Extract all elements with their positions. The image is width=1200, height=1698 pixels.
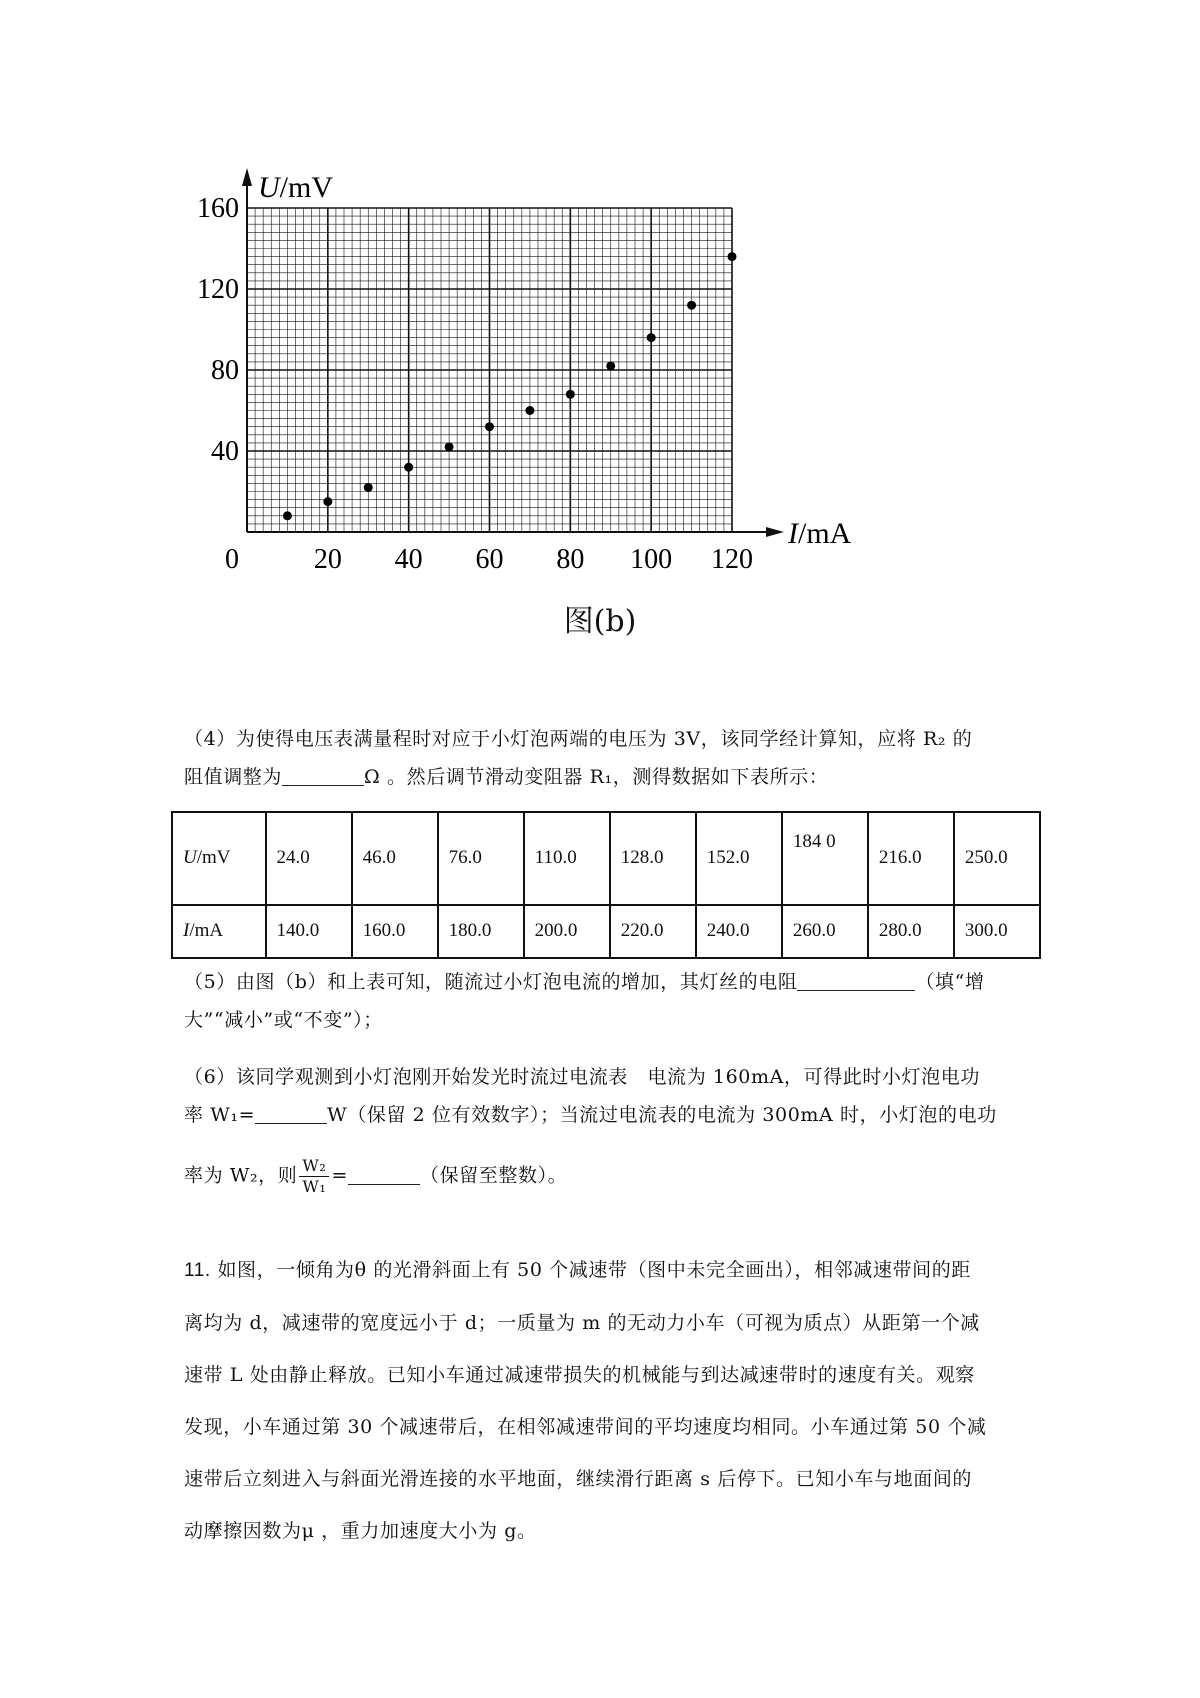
- question-4: [184, 720, 1024, 796]
- question-6: [184, 1058, 1024, 1197]
- data-point: [485, 422, 494, 431]
- table-cell: 184 0: [782, 812, 868, 905]
- y-axis-arrow: [242, 168, 252, 186]
- table-cell: 110.0: [524, 812, 610, 905]
- q6-line-3: 率为 W₂，则 $\frac{\text{W₂}}{\text{W₁}}$ = （保留至整数）。: [184, 1156, 568, 1196]
- table-cell: 180.0: [438, 905, 524, 958]
- q5-line-1: （5）由图（b）和上表可知，随流过小灯泡电流的增加，其灯丝的电阻 （填“增: [184, 963, 1024, 1001]
- data-point: [364, 483, 373, 492]
- table-cell: 24.0: [266, 812, 352, 905]
- q4-line-2: [184, 758, 1024, 796]
- q6-line-2: 率 W₁= W（保留 2 位有效数字）；当流过电流表的电流为 300mA 时，小灯泡的电功: [184, 1096, 1024, 1134]
- table-cell: 260.0: [782, 905, 868, 958]
- x-tick-label: 20: [313, 544, 342, 575]
- data-point: [728, 252, 737, 261]
- data-point: [566, 390, 575, 399]
- u-i-scatter-chart: [0, 0, 1200, 640]
- q11-line: 动摩擦因数为μ ，重力加速度大小为 g。: [184, 1520, 537, 1542]
- data-point: [404, 463, 413, 472]
- table-cell: 46.0: [352, 812, 438, 905]
- x-tick-label: 60: [475, 544, 504, 575]
- data-point: [687, 301, 696, 310]
- x-axis-label: I/mA: [788, 517, 852, 550]
- x-tick-label: 0: [225, 544, 239, 575]
- x-tick-label: 80: [556, 544, 585, 575]
- data-point: [283, 511, 292, 520]
- q5-line-2: 大”“减小”或“不变”）；: [184, 1009, 383, 1031]
- w2-over-w1-fraction: $\frac{\text{W₂}}{\text{W₁}}$: [299, 1156, 329, 1197]
- table-cell: 160.0: [352, 905, 438, 958]
- table-cell: 280.0: [868, 905, 954, 958]
- table-row-u: [172, 812, 1040, 905]
- data-point: [647, 333, 656, 342]
- q11-line: 速带后立刻进入与斜面光滑连接的水平地面，继续滑行距离 s 后停下。已知小车与地面间的: [184, 1468, 973, 1490]
- figure-caption: 图(b): [563, 604, 637, 639]
- q11-line: 11. 如图，一倾角为θ 的光滑斜面上有 50 个减速带（图中未完全画出），相邻减速带间的距: [184, 1259, 971, 1281]
- data-table: [171, 811, 1041, 959]
- data-point: [323, 497, 332, 506]
- table-cell: 240.0: [696, 905, 782, 958]
- q6-line-1: （6）该同学观测到小灯泡刚开始发光时流过电流表 电流为 160mA，可得此时小灯泡电功: [184, 1066, 980, 1088]
- x-tick-label: 100: [630, 544, 673, 575]
- y-tick-label: 40: [211, 436, 239, 467]
- q11-line: 速带 L 处由静止释放。已知小车通过减速带损失的机械能与到达减速带时的速度有关。观察: [184, 1364, 975, 1386]
- y-tick-label: 120: [197, 274, 239, 305]
- answer-blank-resistance[interactable]: [797, 968, 915, 991]
- answer-blank-ratio[interactable]: [348, 1162, 420, 1185]
- y-tick-label: 80: [211, 355, 239, 386]
- data-point: [525, 406, 534, 415]
- data-point: [606, 361, 615, 370]
- table-cell: 128.0: [610, 812, 696, 905]
- table-cell: 140.0: [266, 905, 352, 958]
- table-header-i: I/mA: [172, 905, 266, 958]
- question-number: 11.: [184, 1260, 211, 1281]
- q4-line-2-end: Ω 。然后调节滑动变阻器 R₁，测得数据如下表所示：: [364, 766, 829, 788]
- answer-blank-r2[interactable]: [282, 763, 364, 786]
- table-row-i: [172, 905, 1040, 958]
- y-tick-label: 160: [197, 193, 239, 224]
- question-11: [184, 1244, 1024, 1557]
- table-cell: 200.0: [524, 905, 610, 958]
- answer-blank-w1[interactable]: [255, 1101, 327, 1124]
- data-point: [445, 442, 454, 451]
- q4-line-2-start: 阻值调整为: [184, 766, 283, 788]
- q4-line-1: （4）为使得电压表满量程时对应于小灯泡两端的电压为 3V，该同学经计算知，应将 R₂ 的: [184, 728, 973, 750]
- x-axis-arrow: [766, 527, 784, 537]
- table-cell: 152.0: [696, 812, 782, 905]
- x-tick-label: 40: [394, 544, 423, 575]
- y-axis-label: U/mV: [258, 171, 334, 204]
- table-cell: 76.0: [438, 812, 524, 905]
- table-cell: 300.0: [954, 905, 1040, 958]
- table-cell: 220.0: [610, 905, 696, 958]
- table-header-u: U/mV: [172, 812, 266, 905]
- q11-line: 离均为 d，减速带的宽度远小于 d；一质量为 m 的无动力小车（可视为质点）从距第一个减: [184, 1312, 980, 1334]
- question-5: [184, 963, 1024, 1039]
- q11-line: 发现，小车通过第 30 个减速带后，在相邻减速带间的平均速度均相同。小车通过第 50 个减: [184, 1416, 987, 1438]
- table-cell: 216.0: [868, 812, 954, 905]
- table-cell: 250.0: [954, 812, 1040, 905]
- x-tick-label: 120: [711, 544, 753, 575]
